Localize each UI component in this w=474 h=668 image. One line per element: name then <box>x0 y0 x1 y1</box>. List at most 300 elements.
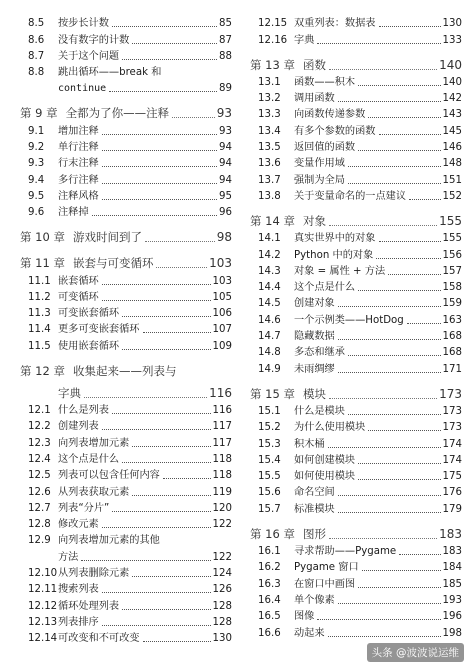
page-number: 120 <box>212 502 232 514</box>
toc-section <box>20 170 232 186</box>
toc-section <box>250 418 462 434</box>
toc-section <box>20 63 232 79</box>
page-number: 103 <box>212 275 232 287</box>
dot-leader <box>328 636 441 637</box>
toc-section-continued <box>20 79 232 95</box>
section-title: 有多个参数的函数 <box>294 125 376 137</box>
page-number: 140 <box>442 76 462 88</box>
section-number: 13.5 <box>258 142 281 154</box>
section-title: 向函数传递参数 <box>294 109 366 121</box>
page-number: 106 <box>212 308 232 320</box>
section-title: 函数——积木 <box>294 76 356 88</box>
section-number: 16.6 <box>258 627 281 639</box>
section-number: 11.1 <box>28 275 51 287</box>
dot-leader <box>112 511 210 512</box>
chapter-label: 第 12 章 <box>20 363 65 378</box>
dot-leader <box>156 267 207 268</box>
toc-section <box>250 187 462 203</box>
toc-section <box>250 310 462 326</box>
toc-section <box>250 138 462 154</box>
chapter-label: 第 10 章 <box>20 230 65 245</box>
page-number: 117 <box>212 437 232 449</box>
chapter-label: 第 9 章 <box>20 106 58 121</box>
section-number: 12.13 <box>28 616 58 628</box>
section-number: 14.1 <box>258 233 281 245</box>
page-number: 146 <box>442 142 462 154</box>
dot-leader <box>102 527 211 528</box>
section-title: 什么是模块 <box>294 405 345 417</box>
dot-leader <box>317 43 440 44</box>
section-number: 14.6 <box>258 314 281 326</box>
page-number: 173 <box>442 422 462 434</box>
page-number: 155 <box>439 213 462 228</box>
page-number: 94 <box>219 142 232 154</box>
section-title: 关于这个问题 <box>58 50 120 62</box>
page-number: 173 <box>439 386 462 401</box>
section-number: 16.1 <box>258 546 281 558</box>
section-number: 12.4 <box>28 453 51 465</box>
toc-section <box>20 288 232 304</box>
toc-left-column <box>20 14 232 645</box>
page-number: 168 <box>442 331 462 343</box>
dot-leader <box>329 398 437 399</box>
section-number: 14.7 <box>258 331 281 343</box>
section-number: 16.5 <box>258 611 281 623</box>
toc-section <box>250 607 462 623</box>
toc-section <box>20 629 232 645</box>
section-number: 14.2 <box>258 249 281 261</box>
section-title: Python 中的对象 <box>294 249 374 261</box>
section-title: 双重列表：数据表 <box>294 18 376 30</box>
dot-leader <box>348 414 441 415</box>
section-number: 8.8 <box>28 67 45 79</box>
dot-leader <box>102 199 217 200</box>
page-number: 119 <box>212 486 232 498</box>
dot-leader <box>145 241 215 242</box>
toc-section <box>20 401 232 417</box>
section-number: 15.1 <box>258 405 281 417</box>
toc-section <box>250 359 462 375</box>
section-title: 为什么使用模块 <box>294 422 366 434</box>
toc-section <box>20 482 232 498</box>
page-number: 117 <box>212 421 232 433</box>
section-number: 9.2 <box>28 142 45 154</box>
page-number: 126 <box>212 584 232 596</box>
page-number: 196 <box>442 611 462 623</box>
page-number: 116 <box>212 405 232 417</box>
toc-section <box>250 499 462 515</box>
section-number: 12.12 <box>28 600 58 612</box>
page-number: 130 <box>442 18 462 30</box>
dot-leader <box>358 290 440 291</box>
toc-section <box>20 613 232 629</box>
toc-section <box>250 30 462 46</box>
section-title: 可改变和不可改变 <box>58 633 140 645</box>
page-number: 163 <box>442 314 462 326</box>
page-number: 157 <box>442 265 462 277</box>
toc-section <box>20 450 232 466</box>
page-number: 96 <box>219 207 232 219</box>
section-number: 15.5 <box>258 471 281 483</box>
page-number: 176 <box>442 487 462 499</box>
section-title: 多行注释 <box>58 174 99 186</box>
toc-section <box>20 271 232 287</box>
section-number: 13.7 <box>258 174 281 186</box>
dot-leader <box>329 69 437 70</box>
dot-leader <box>122 462 210 463</box>
toc-section <box>250 89 462 105</box>
toc-section <box>20 14 232 30</box>
section-title: 命名空间 <box>294 487 335 499</box>
dot-leader <box>388 274 440 275</box>
section-number: 12.14 <box>28 633 58 645</box>
dot-leader <box>92 215 217 216</box>
dot-leader <box>102 150 217 151</box>
section-number: 8.7 <box>28 50 45 62</box>
toc-section <box>250 402 462 418</box>
toc-section <box>250 327 462 343</box>
section-title: 关于变量命名的一点建议 <box>294 190 407 202</box>
chapter-title: 对象 <box>302 213 326 228</box>
section-title: 可变循环 <box>58 291 99 303</box>
dot-leader <box>132 43 217 44</box>
chapter-label: 第 16 章 <box>250 526 295 541</box>
dot-leader <box>358 479 440 480</box>
dot-leader <box>102 625 211 626</box>
section-number: 13.8 <box>258 190 281 202</box>
section-number: 15.3 <box>258 438 281 450</box>
page-number: 193 <box>442 594 462 606</box>
toc-section <box>20 30 232 46</box>
section-number: 9.4 <box>28 174 45 186</box>
section-title: 可变嵌套循环 <box>58 308 120 320</box>
dot-leader <box>109 91 217 92</box>
page-number: 158 <box>442 282 462 294</box>
dot-leader <box>102 166 217 167</box>
section-title: 返回值的函数 <box>294 142 356 154</box>
toc-section <box>250 121 462 137</box>
page-number: 93 <box>216 106 232 121</box>
chapter-title: 收集起来——列表与 <box>72 363 177 378</box>
toc-section <box>20 433 232 449</box>
page-number: 142 <box>442 93 462 105</box>
toc-chapter <box>250 207 462 229</box>
toc-section <box>20 304 232 320</box>
section-title: 一个示例类——HotDog <box>294 314 404 326</box>
section-title: 变量作用域 <box>294 158 345 170</box>
dot-leader <box>132 576 210 577</box>
toc-section <box>250 451 462 467</box>
toc-chapter <box>20 357 232 379</box>
page-number: 122 <box>212 519 232 531</box>
dot-leader <box>132 495 210 496</box>
page-number: 88 <box>219 50 232 62</box>
dot-leader <box>338 603 441 604</box>
section-number: 15.4 <box>258 454 281 466</box>
section-title: 对象 = 属性 + 方法 <box>294 265 386 277</box>
page-number: 175 <box>442 471 462 483</box>
section-title: 嵌套循环 <box>58 275 99 287</box>
section-number: 8.5 <box>28 18 45 30</box>
section-title: 更多可变嵌套循环 <box>58 324 140 336</box>
dot-leader <box>338 339 441 340</box>
section-number: 12.16 <box>258 34 288 46</box>
dot-leader <box>368 430 440 431</box>
dot-leader <box>102 284 211 285</box>
toc-right-column <box>250 14 462 640</box>
section-title: 寻求帮助——Pygame <box>294 546 397 558</box>
page-number: 174 <box>442 438 462 450</box>
toc-section <box>250 154 462 170</box>
toc-section <box>250 73 462 89</box>
page-number: 105 <box>212 291 232 303</box>
dot-leader <box>348 183 441 184</box>
dot-leader <box>102 300 211 301</box>
section-title: 增加注释 <box>58 125 99 137</box>
section-title: 强制为全局 <box>294 174 345 186</box>
page-number: 152 <box>442 190 462 202</box>
page-number: 184 <box>442 562 462 574</box>
toc-section <box>20 336 232 352</box>
dot-leader <box>329 538 437 539</box>
dot-leader <box>409 199 440 200</box>
page-number: 95 <box>219 190 232 202</box>
section-title: 行末注释 <box>58 158 99 170</box>
dot-leader <box>338 101 441 102</box>
page-number: 155 <box>442 233 462 245</box>
dot-leader <box>338 306 441 307</box>
dot-leader <box>407 323 441 324</box>
section-title: 从列表删除元素 <box>58 568 130 580</box>
chapter-title: 嵌套与可变循环 <box>72 256 154 271</box>
dot-leader <box>122 349 210 350</box>
toc-section <box>20 596 232 612</box>
section-number: 12.15 <box>258 18 288 30</box>
toc-chapter <box>250 51 462 73</box>
chapter-title: 模块 <box>302 386 326 401</box>
chapter-title: 图形 <box>302 526 326 541</box>
section-title: 调用函数 <box>294 93 335 105</box>
section-title: 注释掉 <box>58 207 89 219</box>
dot-leader <box>329 225 437 226</box>
chapter-title: 全都为了你——注释 <box>65 106 170 121</box>
page-number: 198 <box>442 627 462 639</box>
toc-section <box>20 580 232 596</box>
dot-leader <box>379 241 441 242</box>
section-number: 11.2 <box>28 291 51 303</box>
section-number: 12.6 <box>28 486 51 498</box>
toc-section <box>250 105 462 121</box>
dot-leader <box>84 397 207 398</box>
page-number: 183 <box>439 526 462 541</box>
section-number: 13.3 <box>258 109 281 121</box>
section-title: 单个像素 <box>294 594 335 606</box>
page-number: 145 <box>442 125 462 137</box>
section-number: 12.10 <box>28 568 58 580</box>
dot-leader <box>102 134 217 135</box>
page-number: 128 <box>212 600 232 612</box>
section-title: 标准模块 <box>294 503 335 515</box>
toc-section <box>20 466 232 482</box>
dot-leader <box>132 446 210 447</box>
page-number: 159 <box>442 298 462 310</box>
toc-section <box>20 499 232 515</box>
dot-leader <box>143 641 211 642</box>
page-number: 171 <box>442 363 462 375</box>
section-number: 11.3 <box>28 308 51 320</box>
page-number: 109 <box>212 340 232 352</box>
section-number: 8.6 <box>28 34 45 46</box>
page-number: 130 <box>212 633 232 645</box>
section-title: 修改元素 <box>58 519 99 531</box>
toc-section <box>20 564 232 580</box>
dot-leader <box>338 512 441 513</box>
dot-leader <box>112 413 211 414</box>
section-title: 向列表增加元素的其他 <box>58 535 160 547</box>
dot-leader <box>102 592 211 593</box>
page-number: 143 <box>442 109 462 121</box>
dot-leader <box>338 372 441 373</box>
page-number: 185 <box>442 578 462 590</box>
watermark: 头条 @波波说运维 <box>367 643 464 662</box>
dot-leader <box>358 587 440 588</box>
toc-section <box>250 623 462 639</box>
dot-leader <box>317 619 440 620</box>
page-number: 94 <box>219 174 232 186</box>
chapter-label: 第 11 章 <box>20 256 65 271</box>
section-title: 如何创建模块 <box>294 454 356 466</box>
toc-section <box>250 278 462 294</box>
section-title-continued: 方法 <box>58 551 79 563</box>
page-number: 107 <box>212 324 232 336</box>
toc-section <box>20 320 232 336</box>
section-number: 9.1 <box>28 125 45 137</box>
dot-leader <box>399 554 440 555</box>
toc-section-continued <box>20 547 232 563</box>
section-title: 列表可以包含任何内容 <box>58 470 160 482</box>
toc-section <box>250 343 462 359</box>
dot-leader <box>348 166 441 167</box>
section-title: 使用嵌套循环 <box>58 340 120 352</box>
toc-chapter <box>20 223 232 245</box>
toc-section <box>250 467 462 483</box>
section-title: 隐藏数据 <box>294 331 335 343</box>
dot-leader <box>163 478 211 479</box>
page-number: 156 <box>442 249 462 261</box>
toc-section <box>20 417 232 433</box>
chapter-label: 第 15 章 <box>250 386 295 401</box>
section-title: 图像 <box>294 611 315 623</box>
page-number: 116 <box>209 385 232 400</box>
dot-leader <box>122 609 210 610</box>
chapter-label: 第 14 章 <box>250 213 295 228</box>
section-number: 13.1 <box>258 76 281 88</box>
toc-chapter-continued <box>20 379 232 401</box>
toc-chapter <box>20 249 232 271</box>
page-number: 98 <box>216 230 232 245</box>
chapter-label: 第 13 章 <box>250 57 295 72</box>
section-number: 15.2 <box>258 422 281 434</box>
section-title: 什么是列表 <box>58 405 109 417</box>
section-title: Pygame 窗口 <box>294 562 359 574</box>
page-number: 94 <box>219 158 232 170</box>
section-number: 12.9 <box>28 535 51 547</box>
dot-leader <box>328 447 441 448</box>
section-number: 16.4 <box>258 594 281 606</box>
page-number: 87 <box>219 34 232 46</box>
toc-chapter <box>20 99 232 121</box>
page-number: 118 <box>212 453 232 465</box>
toc-section <box>20 531 232 547</box>
section-number: 12.11 <box>28 584 58 596</box>
page-number: 89 <box>219 83 232 95</box>
toc-section <box>250 170 462 186</box>
dot-leader <box>358 463 440 464</box>
section-number: 9.5 <box>28 190 45 202</box>
page-number: 183 <box>442 546 462 558</box>
section-title: 按步长计数 <box>58 18 109 30</box>
page-number: 168 <box>442 347 462 359</box>
toc-section <box>250 294 462 310</box>
chapter-title-continued: 字典 <box>58 385 81 400</box>
toc-section <box>250 558 462 574</box>
dot-leader <box>379 26 441 27</box>
section-title: 动起来 <box>294 627 325 639</box>
section-number: 12.8 <box>28 519 51 531</box>
page-number: 174 <box>442 454 462 466</box>
toc-section <box>20 187 232 203</box>
dot-leader <box>102 183 217 184</box>
dot-leader <box>122 59 217 60</box>
toc-section <box>250 14 462 30</box>
section-title: 向列表增加元素 <box>58 437 130 449</box>
section-title: 创建对象 <box>294 298 335 310</box>
section-title: 单行注释 <box>58 142 99 154</box>
section-number: 15.7 <box>258 503 281 515</box>
dot-leader <box>338 495 441 496</box>
section-number: 14.5 <box>258 298 281 310</box>
section-number: 14.3 <box>258 265 281 277</box>
dot-leader <box>379 134 441 135</box>
section-title: 多态和继承 <box>294 347 345 359</box>
chapter-title: 游戏时间到了 <box>72 230 142 245</box>
chapter-title: 函数 <box>302 57 326 72</box>
toc-section <box>250 262 462 278</box>
section-title-continued: continue <box>58 83 107 95</box>
section-number: 15.6 <box>258 487 281 499</box>
section-title: 搜索列表 <box>58 584 99 596</box>
section-number: 11.4 <box>28 324 51 336</box>
section-title: 创建列表 <box>58 421 99 433</box>
dot-leader <box>172 117 215 118</box>
page-number: 148 <box>442 158 462 170</box>
section-title: 列表排序 <box>58 616 99 628</box>
dot-leader <box>348 355 441 356</box>
dot-leader <box>122 316 210 317</box>
section-number: 13.2 <box>258 93 281 105</box>
toc-section <box>250 434 462 450</box>
section-title: 这个点是什么 <box>294 282 356 294</box>
page-number: 128 <box>212 616 232 628</box>
section-title: 未雨绸缪 <box>294 363 335 375</box>
dot-leader <box>143 332 211 333</box>
page-number: 103 <box>209 256 232 271</box>
toc-section <box>20 203 232 219</box>
section-title: 真实世界中的对象 <box>294 233 376 245</box>
dot-leader <box>362 570 441 571</box>
toc-section <box>250 245 462 261</box>
section-number: 13.4 <box>258 125 281 137</box>
